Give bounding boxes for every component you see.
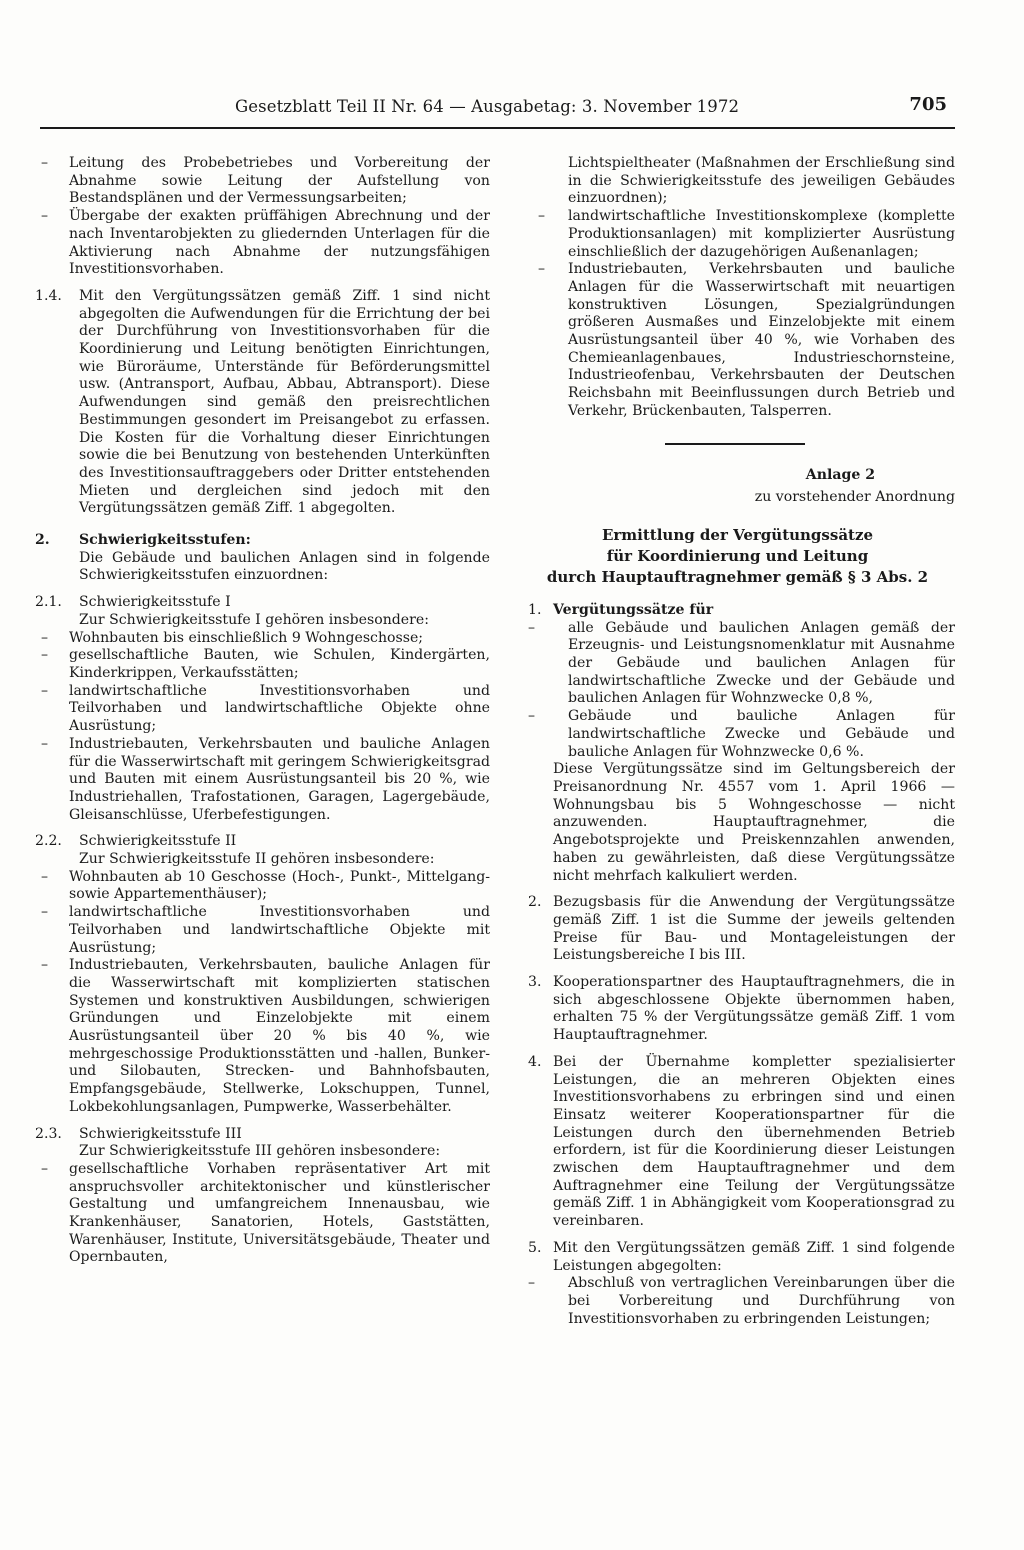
section-2	[35, 532, 490, 585]
list-item: – Übergabe der exakten prüffähigen Abrechnung und der nach Inventarobjekten zu gliedernden Unterlagen für die Aktivierung nach Abnahme der nutzungsfähigen Investitionsvorhaben.	[35, 208, 490, 279]
point-text: Kooperationspartner des Hauptauftragnehmers, die in sich abgeschlossene Objekte übernommen haben, erhalten 75 % der Vergütungssätze gemäß Ziff. 1 vom Hauptauftragnehmer.	[553, 974, 955, 1044]
list-item: – Abschluß von vertraglichen Vereinbarungen über die bei Vorbereitung und Durchführung von Investitionsvorhaben zu erbringenden Leistungen;	[520, 1275, 955, 1328]
title-line: für Koordinierung und Leitung	[606, 546, 869, 565]
section-number: 2.1.	[35, 594, 62, 611]
page-header	[40, 95, 955, 129]
list-item: – gesellschaftliche Vorhaben repräsentativer Art mit anspruchsvoller architektonischer und künstlerischer Gestaltung und umfangreichem Innenausbau, wie Krankenhäuser, Sanatorien, Hotels, Gaststätten, Warenhäuser, Institute, Universitätsgebäude, Theater und Opernbauten,	[35, 1161, 490, 1267]
section-2-3	[35, 1126, 490, 1161]
list-item: – landwirtschaftliche Investitionsvorhaben und Teilvorhaben und landwirtschaftliche Objekte ohne Ausrüstung;	[35, 683, 490, 736]
section-heading: Schwierigkeitsstufe I	[79, 594, 231, 611]
point-3	[520, 974, 955, 1045]
page-number: 705	[909, 94, 947, 115]
right-column	[520, 155, 955, 1328]
section-intro: Zur Schwierigkeitsstufe III gehören insbesondere:	[79, 1143, 441, 1160]
section-1-4	[35, 288, 490, 518]
list-item: – landwirtschaftliche Investitionskomplexe (komplette Produktionsanlagen) mit komplizierter Ausrüstung einschließlich der dazugehörigen Außenanlagen;	[520, 208, 955, 261]
point-text: Mit den Vergütungssätzen gemäß Ziff. 1 sind folgende Leistungen abgegolten:	[553, 1239, 955, 1274]
point-number: 1.	[528, 601, 542, 618]
point-1	[520, 602, 955, 620]
section-number: 2.	[35, 532, 50, 549]
divider	[665, 443, 805, 445]
section-number: 2.2.	[35, 833, 62, 850]
list-item: – landwirtschaftliche Investitionsvorhaben und Teilvorhaben und landwirtschaftliche Objekte mit Ausrüstung;	[35, 904, 490, 957]
point-text: Diese Vergütungssätze sind im Geltungsbereich der Preisanordnung Nr. 4557 vom 1. April 1966 — Wohnungsbau bis 5 Wohngeschosse — nicht anzuwenden. Hauptauftragnehmer, die Angebotsprojekte und Preiskennzahlen anwenden, haben zu gewährleisten, daß diese Vergütungssätze nicht mehrfach kalkuliert werden.	[553, 761, 955, 884]
point-heading: Vergütungssätze für	[553, 601, 714, 618]
section-text: Mit den Vergütungssätzen gemäß Ziff. 1 sind nicht abgegolten die Aufwendungen für die Errichtung der bei der Durchführung von Investitionsvorhaben für die Koordinierung und Leitung benötigten Einrichtungen, wie Büroräume, Unterstände für Beförderungsmittel usw. (Antransport, Aufbau, Abbau, Abtransport). Diese Aufwendungen sind gemäß den preisrechtlichen Bestimmungen gesondert im Preisangebot zu erfassen. Die Kosten für die Vorhaltung dieser Einrichtungen sowie die bei Benutzung von bestehenden Unterkünften des Investitionsauftraggebers oder Dritter entstehenden Mieten und dergleichen sind jedoch mit den Vergütungssätzen gemäß Ziff. 1 abgegolten.	[79, 287, 490, 517]
section-2-2	[35, 833, 490, 868]
list-item: – Industriebauten, Verkehrsbauten und bauliche Anlagen für die Wasserwirtschaft mit neuartigen konstruktiven Lösungen, Spezialgründungen größeren Ausmaßes und Einzelobjekte mit einem Ausrüstungsanteil über 40 %, wie Vorhaben des Chemieanlagenbaues, Industrieschornsteine, Industrieofenbau, Verkehrsbauten der Deutschen Reichsbahn mit Beeinflussungen durch Betrieb und Verkehr, Brückenbauten, Talsperren.	[520, 261, 955, 420]
list-item: – Wohnbauten bis einschließlich 9 Wohngeschosse;	[35, 630, 490, 648]
point-number: 3.	[528, 974, 542, 991]
section-text: Die Gebäude und baulichen Anlagen sind in folgende Schwierigkeitsstufen einzuordnen:	[79, 549, 490, 584]
point-4	[520, 1054, 955, 1231]
appendix-subtitle: zu vorstehender Anordnung	[754, 489, 955, 506]
header-title: Gesetzblatt Teil II Nr. 64 — Ausgabetag: 3. November 1972	[235, 97, 740, 116]
point-text: Bezugsbasis für die Anwendung der Vergütungssätze gemäß Ziff. 1 ist die Summe der jeweils geltenden Preise für Bau- und Montageleistungen der Leistungsbereiche I bis III.	[553, 894, 955, 964]
list-item: – Industriebauten, Verkehrsbauten und bauliche Anlagen für die Wasserwirtschaft mit geringem Schwierigkeitsgrad und Bauten mit einem Ausrüstungsanteil bis 20 %, wie Industriehallen, Trafostationen, Garagen, Lagergebäude, Gleisanschlüsse, Uferbefestigungen.	[35, 736, 490, 825]
appendix-title	[520, 525, 955, 588]
point-2	[520, 894, 955, 965]
section-number: 1.4.	[35, 287, 62, 304]
list-item: – Industriebauten, Verkehrsbauten, bauliche Anlagen für die Wasserwirtschaft mit komplizierten statischen Systemen und konstruktiven Ausbildungen, schwierigen Gründungen und Einzelobjekte mit einem Ausrüstungsanteil über 20 % bis 40 %, wie mehrgeschossige Produktionsstätten und -hallen, Bunker- und Silobauten, Strecken- und Bahnhofsbauten, Empfangsgebäude, Stellwerke, Lokschuppen, Tunnel, Lokbekohlungsanlagen, Pumpwerke, Wasserbehälter.	[35, 957, 490, 1116]
point-5	[520, 1240, 955, 1275]
point-number: 5.	[528, 1239, 542, 1256]
section-number: 2.3.	[35, 1125, 62, 1142]
appendix-label: Anlage 2	[805, 466, 875, 483]
section-intro: Zur Schwierigkeitsstufe I gehören insbesondere:	[79, 611, 429, 628]
point-number: 4.	[528, 1053, 542, 1070]
list-item-continuation: Lichtspieltheater (Maßnahmen der Erschließung sind in die Schwierigkeitsstufe des jeweiligen Gebäudes einzuordnen);	[568, 155, 955, 207]
section-heading: Schwierigkeitsstufen:	[79, 532, 251, 549]
section-intro: Zur Schwierigkeitsstufe II gehören insbesondere:	[79, 851, 435, 868]
point-text: Bei der Übernahme kompletter spezialisierter Leistungen, die an mehreren Objekten eines Investitionsvorhabens zu erbringen sind und einen Einsatz weiterer Kooperationspartner für die Leistungen durch den übernehmenden Betrieb erfordern, ist für die Koordinierung dieser Leistungen zwischen dem Hauptauftragnehmer und dem Auftragnehmer eine Teilung der Vergütungssätze gemäß Ziff. 1 in Abhängigkeit vom Kooperationsgrad zu vereinbaren.	[553, 1053, 955, 1230]
title-line: Ermittlung der Vergütungssätze	[601, 525, 874, 544]
title-line: durch Hauptauftragnehmer gemäß § 3 Abs. 2	[546, 567, 929, 586]
list-item: – gesellschaftliche Bauten, wie Schulen, Kindergärten, Kinderkrippen, Verkaufsstätten;	[35, 647, 490, 682]
left-column	[35, 155, 490, 1267]
list-item: – alle Gebäude und baulichen Anlagen gemäß der Erzeugnis- und Leistungsnomenklatur mit Ausnahme der Gebäude und baulichen Anlagen für landwirtschaftliche Zwecke und der Gebäude und baulichen Anlagen für Wohnzwecke 0,8 %,	[520, 620, 955, 709]
list-item: – Wohnbauten ab 10 Geschosse (Hoch-, Punkt-, Mittelgang- sowie Appartementhäuser);	[35, 869, 490, 904]
section-heading: Schwierigkeitsstufe III	[79, 1125, 242, 1142]
section-heading: Schwierigkeitsstufe II	[79, 833, 237, 850]
point-number: 2.	[528, 894, 542, 911]
section-2-1	[35, 594, 490, 629]
list-item: – Gebäude und bauliche Anlagen für landwirtschaftliche Zwecke und Gebäude und bauliche Anlagen für Wohnzwecke 0,6 %.	[520, 708, 955, 761]
list-item: – Leitung des Probebetriebes und Vorbereitung der Abnahme sowie Leitung der Aufstellung von Bestandsplänen und der Vermessungsarbeiten;	[35, 155, 490, 208]
